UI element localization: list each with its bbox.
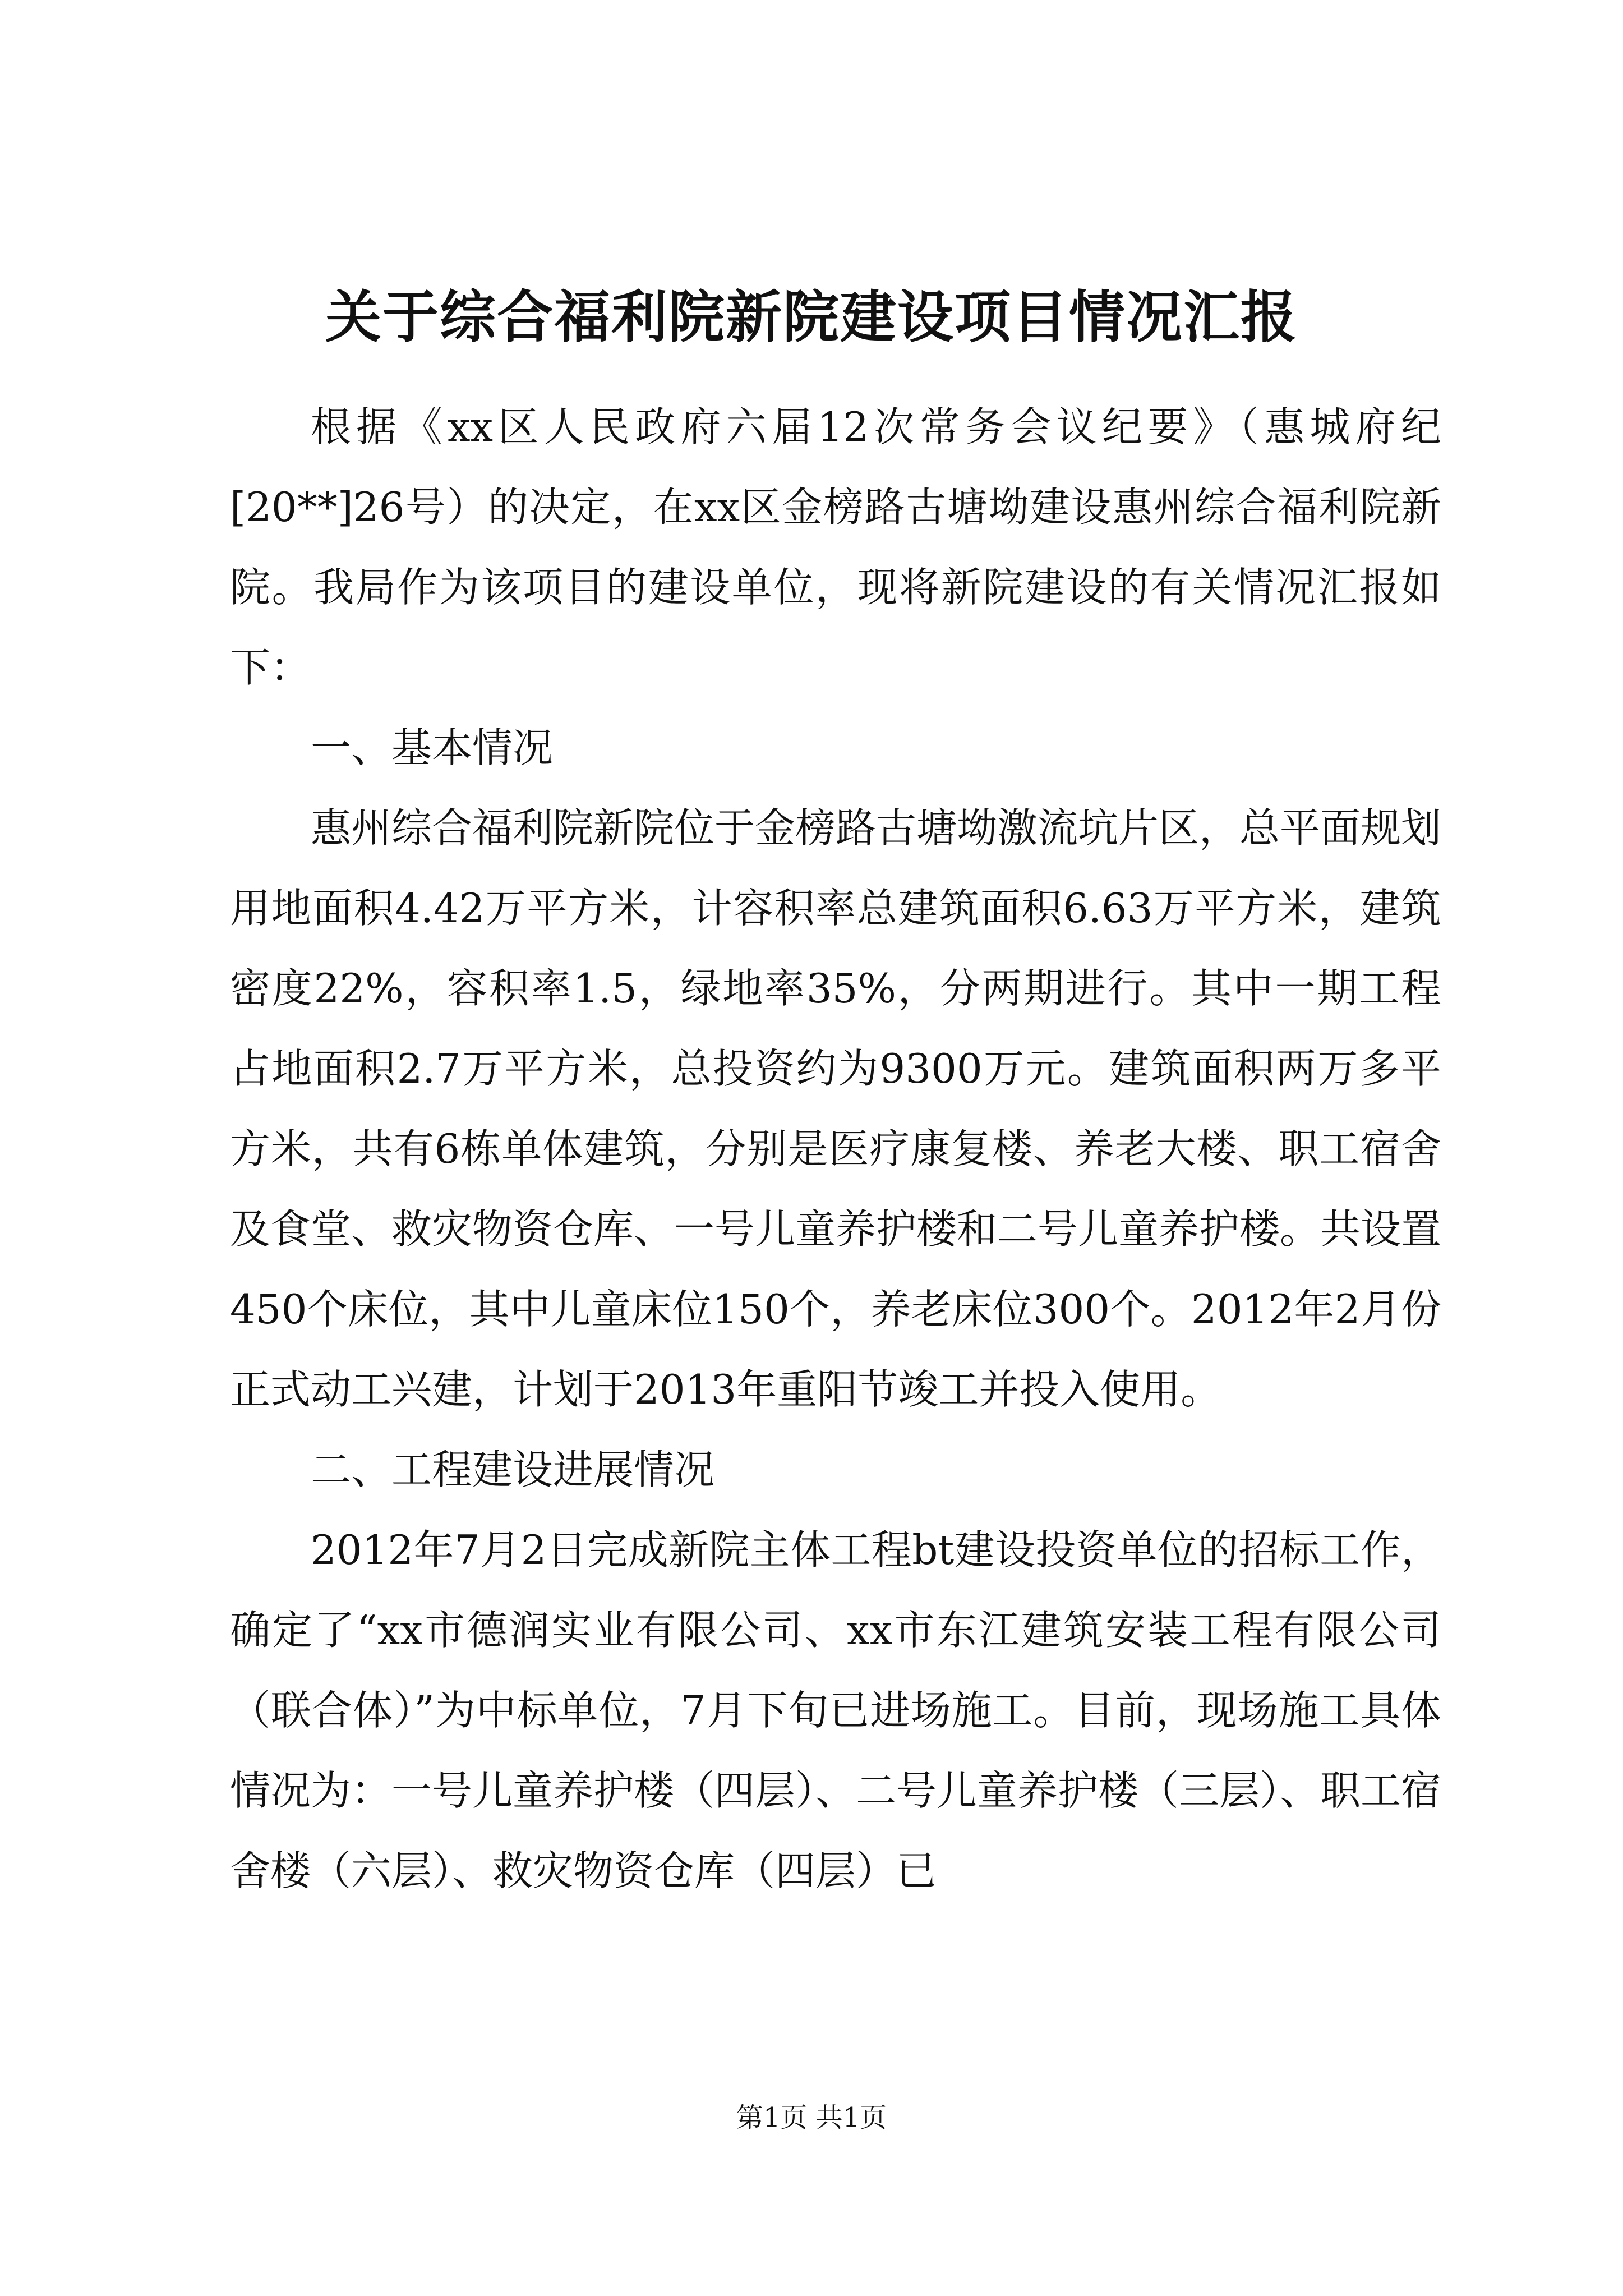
paragraph-progress: 2012年7月2日完成新院主体工程bt建设投资单位的招标工作，确定了“xx市德润实业有限公司、xx市东江建筑安装工程有限公司（联合体）”为中标单位，7月下旬已进场施工。目前，现场施工具体情况为：一号儿童养护楼（四层）、二号儿童养护楼（三层）、职工宿舍楼（六层）、救灾物资仓库（四层）已 <box>230 1526 1442 1894</box>
document-title: 关于综合福利院新院建设项目情况汇报 <box>325 284 1298 350</box>
paragraph-basic-info: 惠州综合福利院新院位于金榜路古塘坳激流坑片区，总平面规划用地面积4.42万平方米，计容积率总建筑面积6.63万平方米，建筑密度22%，容积率1.5，绿地率35%，分两期进行。其中一期工程占地面积2.7万平方米，总投资约为9300万元。建筑面积两万多平方米，共有6栋单体建筑，分别是医疗康复楼、养老大楼、职工宿舍及食堂、救灾物资仓库、一号儿童养护楼和二号儿童养护楼。共设置450个床位，其中儿童床位150个，养老床位300个。2012年2月份正式动工兴建，计划于2013年重阳节竣工并投入使用。 <box>230 804 1442 1413</box>
paragraph-intro: 根据《xx区人民政府六届12次常务会议纪要》（惠城府纪[20**]26号）的决定，在xx区金榜路古塘坳建设惠州综合福利院新院。我局作为该项目的建设单位，现将新院建设的有关情况汇报如下： <box>230 403 1441 691</box>
page-footer: 第1页 共1页 <box>736 2102 887 2133</box>
section-heading-basic: 一、基本情况 <box>311 724 554 771</box>
document-body <box>230 387 1441 1911</box>
section-heading-progress: 二、工程建设进展情况 <box>311 1446 715 1493</box>
